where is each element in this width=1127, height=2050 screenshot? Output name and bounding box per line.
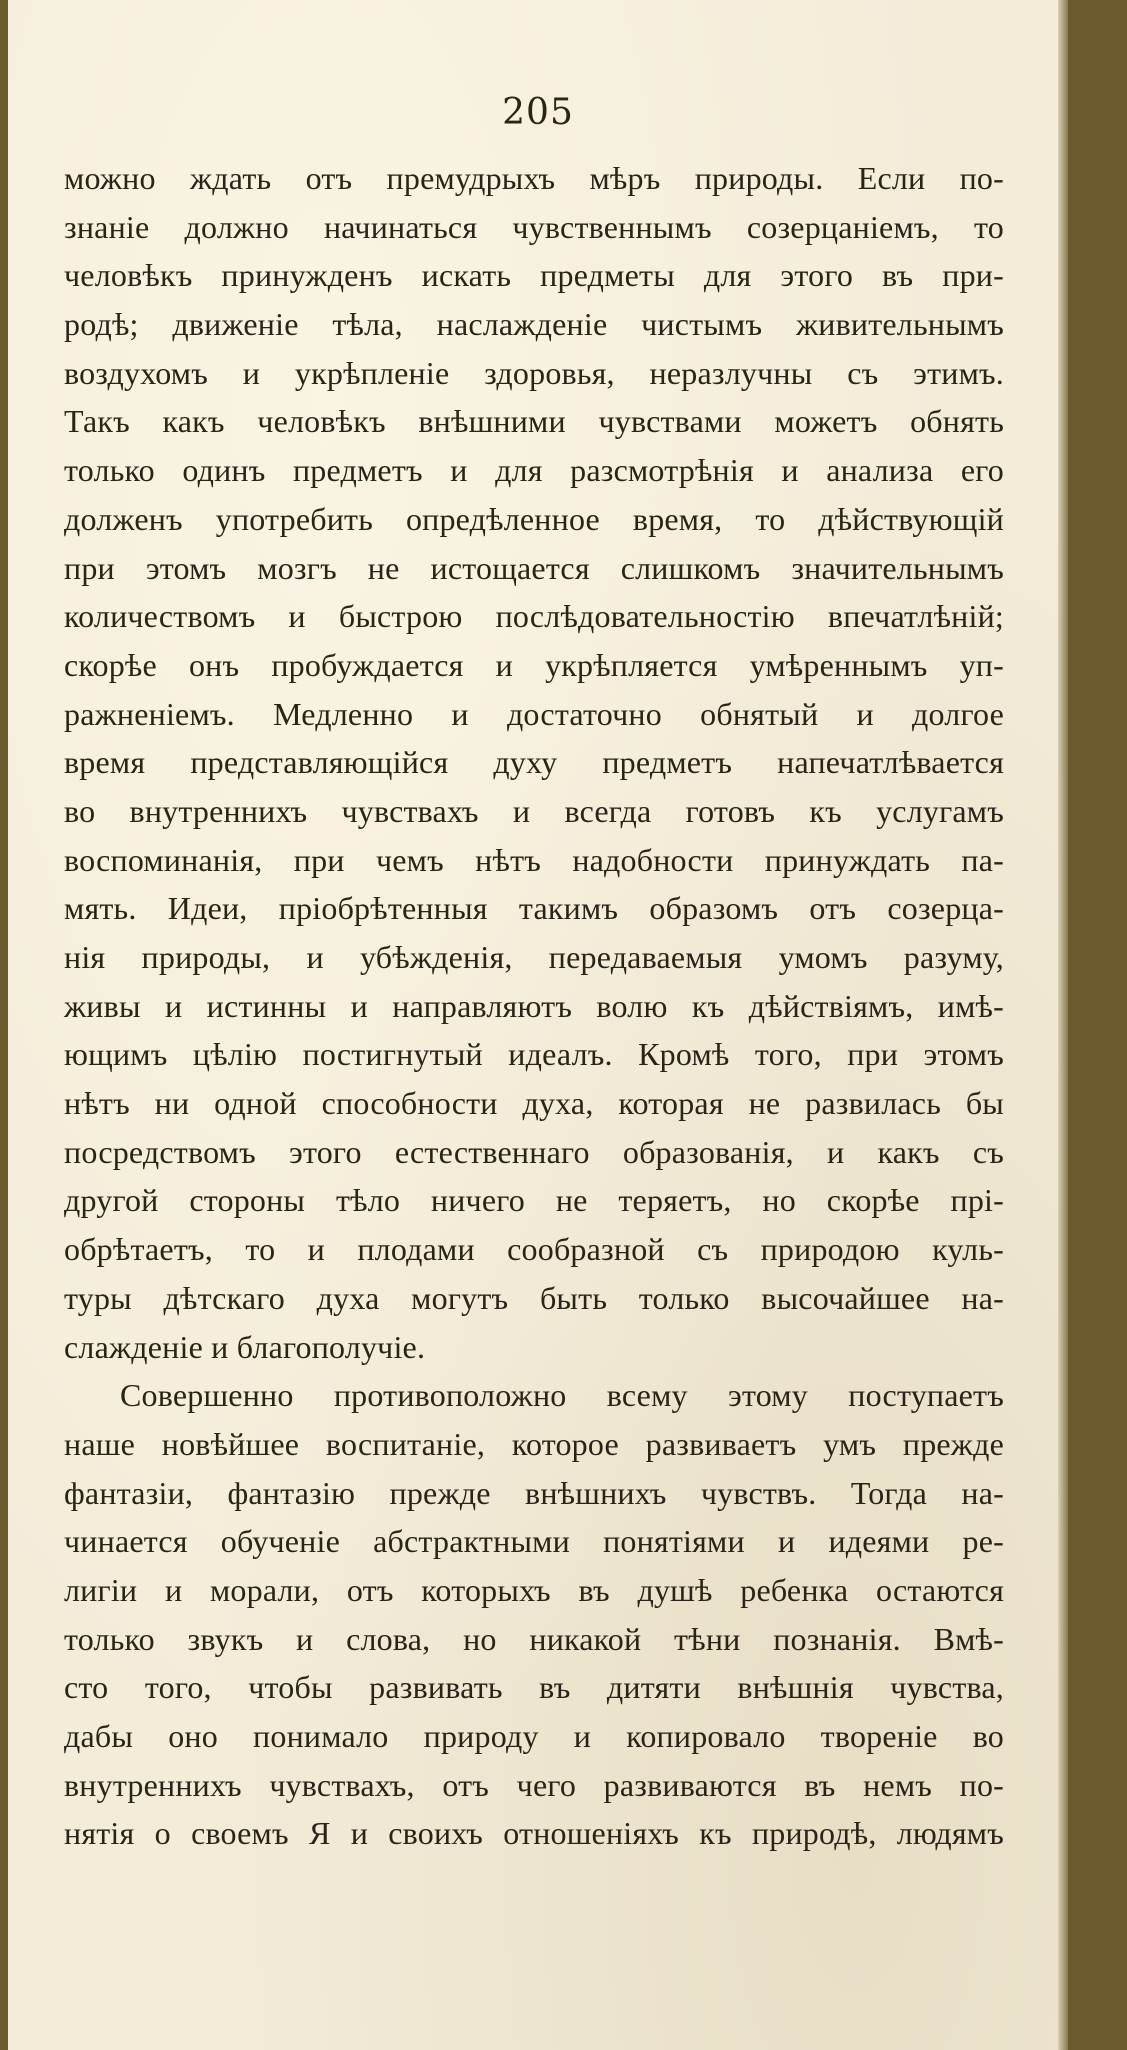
text-line: наше новѣйшее воспитаніе, которое развиваетъ умъ прежде (64, 1425, 1004, 1462)
text-line: время представляющійся духу предметъ напечатлѣвается (64, 744, 1004, 781)
text-line: воздухомъ и укрѣпленіе здоровья, неразлучны съ этимъ. (64, 354, 1004, 391)
text-line: Такъ какъ человѣкъ внѣшними чувствами можетъ обнять (64, 403, 1004, 440)
text-line: скорѣе онъ пробуждается и укрѣпляется умѣреннымъ уп- (64, 646, 1004, 683)
paragraph-start-line: Совершенно противоположно всему этому поступаетъ (120, 1377, 1004, 1414)
text-line: туры дѣтскаго духа могутъ быть только высочайшее на- (64, 1279, 1004, 1316)
text-line: внутреннихъ чувствахъ, отъ чего развиваются въ немъ по- (64, 1766, 1004, 1803)
text-line: количествомъ и быстрою послѣдовательностію впечатлѣній; (64, 598, 1004, 635)
text-line: воспоминанія, при чемъ нѣтъ надобности принуждать па- (64, 841, 1004, 878)
body-text (64, 154, 1004, 1858)
text-line: другой стороны тѣло ничего не теряетъ, но скорѣе прі- (64, 1182, 1004, 1219)
text-line: знаніе должно начинаться чувственнымъ созерцаніемъ, то (64, 208, 1004, 245)
text-line: обрѣтаетъ, то и плодами сообразной съ природою куль- (64, 1231, 1004, 1268)
text-line: нятія о своемъ Я и своихъ отношеніяхъ къ природѣ, людямъ (64, 1815, 1004, 1852)
text-line: сто того, чтобы развивать въ дитяти внѣшнія чувства, (64, 1669, 1004, 1706)
text-line: лигіи и морали, отъ которыхъ въ душѣ ребенка остаются (64, 1571, 1004, 1608)
text-line: чинается обученіе абстрактными понятіями и идеями ре- (64, 1523, 1004, 1560)
text-line: только одинъ предметъ и для разсмотрѣнія и анализа его (64, 452, 1004, 489)
text-line: долженъ употребить опредѣленное время, то дѣйствующій (64, 500, 1004, 537)
book-page (8, 0, 1068, 2050)
text-line: посредствомъ этого естественнаго образованія, и какъ съ (64, 1133, 1004, 1170)
text-line: во внутреннихъ чувствахъ и всегда готовъ къ услугамъ (64, 792, 1004, 829)
text-line: нія природы, и убѣжденія, передаваемыя умомъ разуму, (64, 939, 1004, 975)
text-line: дабы оно понимало природу и копировало твореніе во (64, 1718, 1004, 1754)
page-edge (1058, 0, 1068, 2050)
text-line: при этомъ мозгъ не истощается слишкомъ значительнымъ (64, 549, 1004, 586)
page-number: 205 (502, 92, 574, 133)
text-line: родѣ; движеніе тѣла, наслажденіе чистымъ живительнымъ (64, 306, 1004, 343)
text-line: фантазіи, фантазію прежде внѣшнихъ чувствъ. Тогда на- (64, 1474, 1004, 1511)
text-line: живы и истинны и направляютъ волю къ дѣйствіямъ, имѣ- (64, 987, 1004, 1024)
text-line: человѣкъ принужденъ искать предметы для этого въ при- (64, 257, 1004, 294)
text-line: только звукъ и слова, но никакой тѣни познанія. Вмѣ- (64, 1620, 1004, 1657)
paragraph-end-line: слажденіе и благополучіе. (64, 1328, 426, 1365)
text-line: ражненіемъ. Медленно и достаточно обнятый и долгое (64, 695, 1004, 732)
text-line: ющимъ цѣлію постигнутый идеалъ. Кромѣ того, при этомъ (64, 1036, 1004, 1073)
text-line: нѣтъ ни одной способности духа, которая не развилась бы (64, 1085, 1004, 1122)
text-line: мять. Идеи, пріобрѣтенныя такимъ образомъ отъ созерца- (64, 890, 1004, 927)
text-line: можно ждать отъ премудрыхъ мѣръ природы. Если по- (64, 160, 1004, 196)
